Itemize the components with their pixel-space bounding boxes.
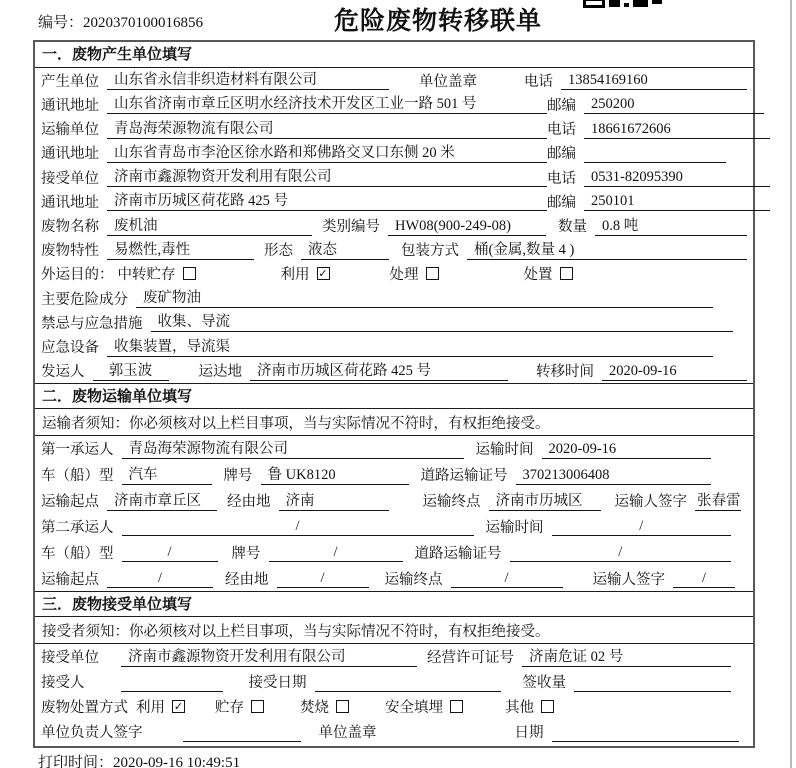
producer-label: 产生单位 — [41, 73, 99, 90]
row-route-2 — [41, 565, 747, 591]
phone-label: 电话 — [547, 170, 576, 187]
route-start-value: / — [107, 568, 213, 588]
route-end-value: 济南市历城区 — [489, 491, 601, 511]
route-via-label: 经由地 — [227, 494, 271, 511]
purpose-option-dispose — [524, 263, 573, 284]
row-waste-traits — [41, 238, 747, 262]
print-time — [38, 751, 240, 768]
qr-block — [609, 0, 620, 7]
row-hazard-component — [41, 286, 747, 310]
section2-header: 二．废物运输单位填写 — [35, 383, 753, 409]
row-vehicle-1 — [41, 462, 747, 488]
transporter-address-value: 山东省青岛市李沧区徐水路和郑佛路交叉口东侧 20 米 — [107, 143, 547, 163]
carrier-sign-value: 张春雷 — [697, 492, 741, 509]
route-end-label: 运输终点 — [384, 571, 443, 588]
transporter-value: 青岛海荣源物流有限公司 — [107, 119, 547, 139]
qr-block — [624, 3, 629, 7]
doc-number-value: 2020370100016856 — [83, 15, 204, 31]
traits-label: 废物特性 — [41, 243, 99, 260]
option-label: 贮存 — [215, 700, 244, 716]
date-label: 日期 — [514, 725, 544, 741]
receiver-address-value: 济南市历城区荷花路 425 号 — [107, 191, 547, 211]
quantity-value: 0.8 吨 — [595, 216, 747, 236]
doc-number-label: 编号： — [38, 15, 84, 31]
destination-value: 济南市历城区荷花路 425 号 — [250, 361, 508, 381]
disposal-option-store — [215, 696, 264, 717]
vehicle-type-value: / — [122, 542, 218, 562]
acceptor-value — [121, 672, 223, 692]
dispatcher-label: 发运人 — [41, 364, 85, 381]
row-disposal-method — [41, 694, 747, 719]
zip-label: 邮编 — [547, 97, 576, 114]
section1-header: 一．废物产生单位填写 — [35, 42, 753, 68]
carrier-sign-label: 运输人签字 — [592, 571, 665, 588]
unit-seal-label: 单位盖章 — [318, 725, 377, 741]
transfer-time-label: 转移时间 — [536, 364, 594, 381]
section1-body — [35, 68, 753, 383]
transporter-phone-value: 18661672606 — [584, 119, 770, 139]
page-edge-line — [790, 0, 792, 768]
route-via-label: 经由地 — [225, 571, 269, 588]
row-emergency-equipment — [41, 335, 747, 359]
purpose-option-treat — [390, 263, 439, 284]
row-receiver — [41, 165, 747, 189]
unit-seal-label: 单位盖章 — [419, 73, 477, 90]
route-end-label: 运输终点 — [422, 494, 481, 511]
qr-block — [652, 0, 662, 4]
equipment-label: 应急设备 — [41, 340, 99, 357]
road-cert-value: 370213006408 — [516, 465, 712, 485]
first-carrier-label: 第一承运人 — [41, 442, 114, 459]
receiver-value: 济南市鑫源物资开发利用有限公司 — [107, 167, 547, 187]
row-vehicle-2 — [41, 539, 747, 565]
row-transfer-purpose — [41, 262, 747, 286]
producer-value: 山东省永信非织造材料有限公司 — [107, 70, 389, 90]
producer-zip-value: 250200 — [584, 94, 764, 114]
waste-name-value: 废机油 — [107, 216, 312, 236]
row-transporter-address — [41, 141, 747, 165]
second-carrier-value: / — [122, 516, 474, 536]
transport-time-value: / — [552, 516, 732, 536]
option-label: 处理 — [389, 267, 419, 284]
manifest-form-table — [33, 40, 755, 748]
producer-address-value: 山东省济南市章丘区明水经济技术开发区工业一路 501 号 — [107, 94, 547, 114]
phone-label: 电话 — [547, 122, 576, 139]
row-first-carrier — [41, 436, 747, 462]
route-start-value: 济南市章丘区 — [107, 491, 217, 511]
traits-value: 易燃性,毒性 — [107, 240, 254, 260]
responsible-sign-label: 单位负责人签字 — [41, 725, 143, 741]
option-label: 安全填埋 — [385, 700, 443, 716]
option-label: 利用 — [136, 700, 165, 716]
signed-qty-value — [574, 672, 731, 692]
zip-label: 邮编 — [547, 194, 576, 211]
row-route-1 — [41, 488, 747, 514]
vehicle-type-label: 车（船）型 — [41, 545, 114, 562]
checkbox-storage — [183, 267, 196, 280]
route-start-label: 运输起点 — [41, 571, 99, 588]
print-time-value: 2020-09-16 10:49:51 — [113, 755, 241, 768]
carrier-sign-label: 运输人签字 — [614, 494, 687, 511]
route-via-value: / — [277, 568, 369, 588]
option-label: 中转贮存 — [117, 267, 176, 284]
signed-qty-label: 签收量 — [522, 675, 566, 691]
doc-number — [38, 11, 203, 32]
section2-note: 运输者须知：你必须核对以上栏目事项，当与实际情况不符时，有权拒绝接受。 — [35, 409, 753, 436]
taboo-label: 禁忌与应急措施 — [41, 315, 143, 332]
accept-unit-value: 济南市鑫源物资开发利用有限公司 — [121, 647, 417, 667]
second-carrier-label: 第二承运人 — [41, 519, 114, 536]
plate-label: 牌号 — [223, 468, 253, 485]
carrier-sign-value: / — [673, 568, 735, 588]
accept-unit-label: 接受单位 — [41, 650, 99, 666]
first-carrier-value: 青岛海荣源物流有限公司 — [122, 439, 464, 459]
packing-value: 桶(金属,数量 4 ) — [467, 240, 747, 260]
row-receiver-address — [41, 189, 747, 213]
category-label: 类别编号 — [322, 219, 380, 236]
destination-label: 运达地 — [198, 364, 242, 381]
row-dispatcher — [41, 359, 747, 383]
transport-time-label: 运输时间 — [485, 519, 544, 536]
checkbox-utilize-checked: ✓ — [173, 700, 184, 713]
disposal-option-other — [505, 696, 554, 717]
qr-block — [583, 0, 605, 8]
checkbox-landfill — [450, 700, 463, 713]
road-cert-value: / — [510, 542, 732, 562]
transporter-zip-value — [584, 143, 726, 163]
responsible-sign-value — [183, 722, 301, 742]
row-transporter — [41, 116, 747, 140]
license-value: 济南危证 02 号 — [522, 647, 731, 667]
row-taboo-measures — [41, 310, 747, 334]
form-label: 形态 — [264, 243, 293, 260]
row-producer-address — [41, 92, 747, 116]
phone-label: 电话 — [524, 73, 553, 90]
row-accept-unit — [41, 644, 747, 669]
disposal-option-incinerate — [300, 696, 349, 717]
transport-time-label: 运输时间 — [475, 442, 534, 459]
checkbox-store — [251, 700, 264, 713]
right-col-group — [524, 70, 747, 91]
section3-note: 接受者须知：你必须核对以上栏目事项，当与实际情况不符时，有权拒绝接受。 — [35, 617, 753, 644]
checkbox-dispose — [560, 267, 573, 280]
purpose-option-storage — [118, 263, 196, 284]
right-col-group — [547, 142, 770, 163]
equipment-value: 收集装置，导流渠 — [107, 337, 713, 357]
right-col-group — [547, 167, 770, 188]
checkbox-other — [541, 700, 554, 713]
category-value: HW08(900-249-08) — [388, 216, 546, 236]
row-second-carrier — [41, 513, 747, 539]
section3-body — [35, 644, 753, 744]
row-acceptor — [41, 669, 747, 694]
section3-header: 三．废物接受单位填写 — [35, 591, 753, 617]
purpose-option-utilize — [281, 263, 330, 284]
row-responsible-sign — [41, 719, 747, 744]
row-producer — [41, 68, 747, 92]
route-end-value: / — [451, 568, 563, 588]
quantity-label: 数量 — [558, 219, 587, 236]
taboo-value: 收集、导流 — [151, 312, 734, 332]
vehicle-type-label: 车（船）型 — [41, 468, 114, 485]
transporter-label: 运输单位 — [41, 122, 99, 139]
row-waste-name — [41, 213, 747, 237]
road-cert-label: 道路运输证号 — [420, 468, 508, 485]
print-time-label: 打印时间： — [38, 755, 114, 768]
right-col-group — [547, 118, 770, 139]
form-value: 液态 — [301, 240, 389, 260]
receiver-zip-value: 250101 — [584, 191, 770, 211]
accept-date-value — [315, 672, 501, 692]
waste-name-label: 废物名称 — [41, 219, 99, 236]
qr-block — [633, 0, 648, 7]
right-col-group — [547, 94, 764, 115]
section2-body — [35, 436, 753, 591]
transport-time-value: 2020-09-16 — [542, 439, 712, 459]
checkbox-treat — [426, 267, 439, 280]
option-label: 利用 — [280, 267, 310, 284]
checkbox-utilize-checked: ✓ — [318, 267, 328, 281]
packing-label: 包装方式 — [401, 243, 459, 260]
hazard-label: 主要危险成分 — [41, 291, 128, 308]
transfer-time-value: 2020-09-16 — [602, 361, 747, 381]
route-start-label: 运输起点 — [41, 494, 99, 511]
receiver-phone-value: 0531-82095390 — [584, 167, 770, 187]
plate-label: 牌号 — [231, 545, 261, 562]
vehicle-type-value: 汽车 — [122, 465, 212, 485]
option-label: 处置 — [523, 267, 553, 284]
disposal-option-landfill — [385, 696, 463, 717]
dispatcher-value: 郭玉波 — [93, 361, 169, 381]
hazard-value: 废矿物油 — [136, 288, 713, 308]
producer-phone-value: 13854169160 — [561, 70, 747, 90]
disposal-label: 废物处置方式 — [41, 700, 128, 716]
route-via-value: 济南 — [279, 491, 389, 511]
option-label: 焚烧 — [300, 700, 329, 716]
receiver-label: 接受单位 — [41, 170, 99, 187]
accept-date-label: 接受日期 — [248, 675, 307, 691]
zip-label: 邮编 — [547, 146, 576, 163]
address-label: 通讯地址 — [41, 97, 99, 114]
address-label: 通讯地址 — [41, 194, 99, 211]
acceptor-label: 接受人 — [41, 675, 85, 691]
checkbox-incinerate — [336, 700, 349, 713]
purpose-label: 外运目的： — [41, 267, 114, 284]
road-cert-label: 道路运输证号 — [414, 545, 502, 562]
right-col-group — [547, 191, 770, 212]
plate-value: 鲁 UK8120 — [261, 465, 409, 485]
plate-value: / — [269, 542, 403, 562]
disposal-option-utilize — [136, 696, 185, 717]
date-value — [552, 722, 740, 742]
page-title: 危险废物转移联单 — [334, 7, 543, 35]
qr-code-fragment-icon — [583, 0, 666, 8]
license-label: 经营许可证号 — [427, 650, 514, 666]
address-label: 通讯地址 — [41, 146, 99, 163]
option-label: 其他 — [505, 700, 534, 716]
